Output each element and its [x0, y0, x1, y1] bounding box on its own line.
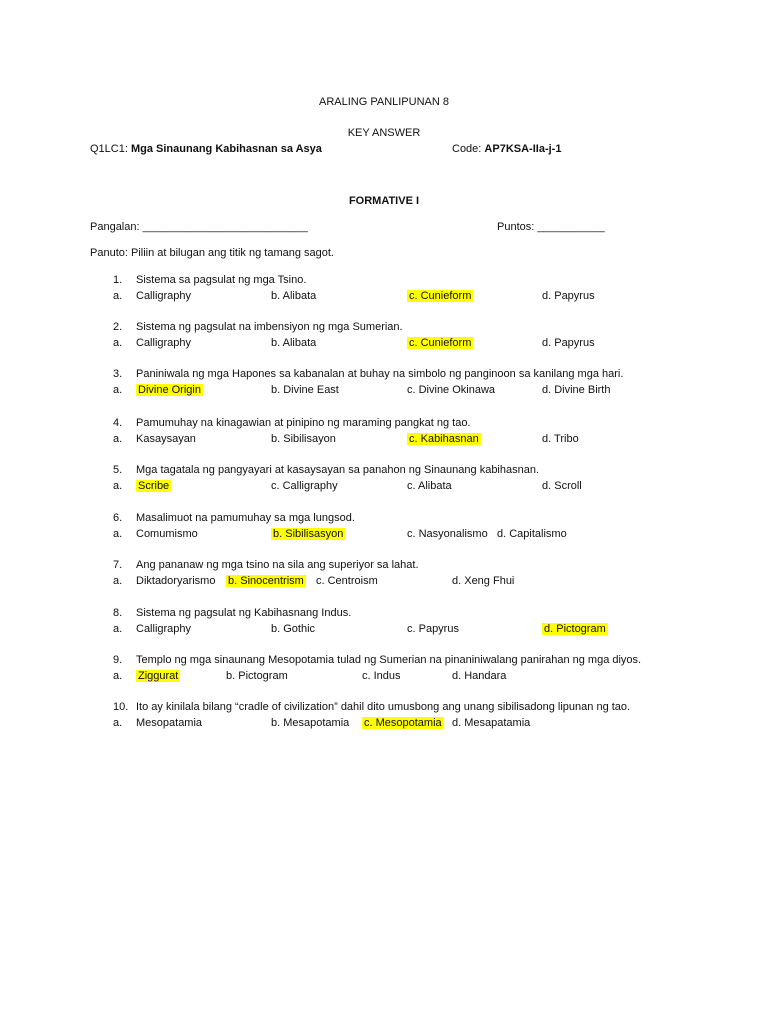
- question-text: Pamumuhay na kinagawian at pinipino ng maraming pangkat ng tao.: [136, 417, 471, 429]
- answer-highlight: Scribe: [138, 480, 170, 492]
- answer-choice[interactable]: Kasaysayan: [136, 433, 196, 445]
- question-number: 5.: [113, 464, 123, 476]
- question-number: 8.: [113, 607, 123, 619]
- question-number: 7.: [113, 559, 123, 571]
- answer-choice[interactable]: d. Scroll: [542, 480, 582, 492]
- answer-choice[interactable]: Calligraphy: [136, 337, 192, 349]
- answer-choice[interactable]: d. Capitalismo: [497, 528, 567, 540]
- answer-choice[interactable]: b. Alibata: [271, 337, 317, 349]
- question-text: Sistema ng pagsulat na imbensiyon ng mga Sumerian.: [136, 321, 403, 333]
- document-subtitle: KEY ANSWER: [347, 127, 421, 139]
- choice-letter: a.: [113, 575, 123, 587]
- question-number: 10.: [113, 701, 129, 713]
- answer-choice-highlighted[interactable]: [407, 289, 473, 303]
- question-text: Masalimuot na pamumuhay sa mga lungsod.: [136, 512, 355, 524]
- answer-choice-highlighted[interactable]: [136, 479, 171, 493]
- question-number: 9.: [113, 654, 123, 666]
- answer-choice-highlighted[interactable]: [136, 669, 180, 683]
- question-text: Sistema sa pagsulat ng mga Tsino.: [136, 274, 307, 286]
- answer-highlight: d. Pictogram: [544, 623, 606, 635]
- code-value: AP7KSA-IIa-j-1: [484, 143, 562, 155]
- answer-choice-highlighted[interactable]: [271, 527, 345, 541]
- choice-letter: a.: [113, 337, 123, 349]
- question-number: 1.: [113, 274, 123, 286]
- question-text: Mga tagatala ng pangyayari at kasaysayan sa panahon ng Sinaunang kabihasnan.: [136, 464, 540, 476]
- question-text: Paniniwala ng mga Hapones sa kabanalan at buhay na simbolo ng panginoon sa kanilang mga hari.: [136, 368, 624, 380]
- question-text: Ang pananaw ng mga tsino na sila ang superiyor sa lahat.: [136, 559, 419, 571]
- instructions: Panuto: Piliin at bilugan ang titik ng tamang sagot.: [90, 247, 334, 259]
- answer-choice[interactable]: b. Pictogram: [226, 670, 288, 682]
- answer-choice[interactable]: d. Divine Birth: [542, 384, 611, 396]
- answer-choice[interactable]: c. Papyrus: [407, 623, 459, 635]
- answer-choice[interactable]: d. Papyrus: [542, 290, 595, 302]
- section-title: FORMATIVE I: [348, 195, 420, 207]
- name-label: Pangalan:: [90, 221, 140, 233]
- document-title: ARALING PANLIPUNAN 8: [318, 96, 449, 108]
- code-line: [452, 142, 561, 156]
- question-text: Templo ng mga sinaunang Mesopotamia tulad ng Sumerian na pinaniniwalang panirahan ng mga diyos.: [136, 654, 642, 666]
- answer-highlight: Divine Origin: [138, 384, 201, 396]
- answer-highlight: c. Cunieform: [409, 290, 472, 302]
- answer-choice[interactable]: b. Divine East: [271, 384, 339, 396]
- answer-highlight: b. Sibilisasyon: [273, 528, 344, 540]
- answer-choice[interactable]: Diktadoryarismo: [136, 575, 216, 587]
- lesson-title: Mga Sinaunang Kabihasnan sa Asya: [130, 143, 322, 155]
- name-field: [90, 220, 308, 234]
- choice-letter: a.: [113, 290, 123, 302]
- answer-choice[interactable]: d. Tribo: [542, 433, 579, 445]
- question-text: Ito ay kinilala bilang “cradle of civilization” dahil dito umusbong ang unang sibilisadong lipunan ng tao.: [136, 701, 631, 713]
- answer-choice-highlighted[interactable]: [226, 574, 306, 588]
- choice-letter: a.: [113, 528, 123, 540]
- choice-letter: a.: [113, 623, 123, 635]
- code-label: Code:: [452, 143, 482, 155]
- answer-choice[interactable]: c. Nasyonalismo: [407, 528, 488, 540]
- answer-highlight: c. Mesopotamia: [364, 717, 442, 729]
- lesson-code-label: Q1LC1:: [90, 143, 128, 155]
- question-number: 2.: [113, 321, 123, 333]
- answer-choice[interactable]: Calligraphy: [136, 290, 192, 302]
- answer-choice[interactable]: d. Xeng Fhui: [452, 575, 515, 587]
- lesson-line: [90, 142, 322, 156]
- score-label: Puntos:: [497, 221, 535, 233]
- question-number: 3.: [113, 368, 123, 380]
- answer-highlight: Ziggurat: [138, 670, 179, 682]
- choice-letter: a.: [113, 717, 123, 729]
- answer-choice-highlighted[interactable]: [542, 622, 608, 636]
- choice-letter: a.: [113, 384, 123, 396]
- answer-choice[interactable]: d. Papyrus: [542, 337, 595, 349]
- name-blank: ___________________________: [142, 221, 308, 233]
- answer-highlight: c. Kabihasnan: [409, 433, 479, 445]
- choice-letter: a.: [113, 480, 123, 492]
- answer-highlight: b. Sinocentrism: [228, 575, 304, 587]
- answer-choice[interactable]: d. Mesapatamia: [452, 717, 531, 729]
- question-text: Sistema ng pagsulat ng Kabihasnang Indus.: [136, 607, 352, 619]
- answer-choice[interactable]: c. Indus: [362, 670, 401, 682]
- score-field: [497, 220, 605, 234]
- question-number: 4.: [113, 417, 123, 429]
- answer-choice-highlighted[interactable]: [136, 383, 203, 397]
- answer-choice[interactable]: Calligraphy: [136, 623, 192, 635]
- answer-choice[interactable]: b. Gothic: [271, 623, 316, 635]
- choice-letter: a.: [113, 433, 123, 445]
- answer-choice-highlighted[interactable]: [362, 716, 444, 730]
- answer-highlight: c. Cunieform: [409, 337, 472, 349]
- answer-choice[interactable]: c. Divine Okinawa: [407, 384, 496, 396]
- question-number: 6.: [113, 512, 123, 524]
- score-blank: ___________: [537, 221, 605, 233]
- answer-choice[interactable]: Mesopatamia: [136, 717, 203, 729]
- choice-letter: a.: [113, 670, 123, 682]
- answer-choice[interactable]: b. Sibilisayon: [271, 433, 336, 445]
- answer-choice[interactable]: d. Handara: [452, 670, 507, 682]
- answer-choice-highlighted[interactable]: [407, 432, 481, 446]
- answer-choice[interactable]: Comumismo: [136, 528, 198, 540]
- answer-choice[interactable]: c. Calligraphy: [271, 480, 338, 492]
- answer-choice-highlighted[interactable]: [407, 336, 473, 350]
- answer-choice[interactable]: b. Mesapotamia: [271, 717, 350, 729]
- answer-choice[interactable]: c. Alibata: [407, 480, 452, 492]
- answer-choice[interactable]: c. Centroism: [316, 575, 378, 587]
- answer-choice[interactable]: b. Alibata: [271, 290, 317, 302]
